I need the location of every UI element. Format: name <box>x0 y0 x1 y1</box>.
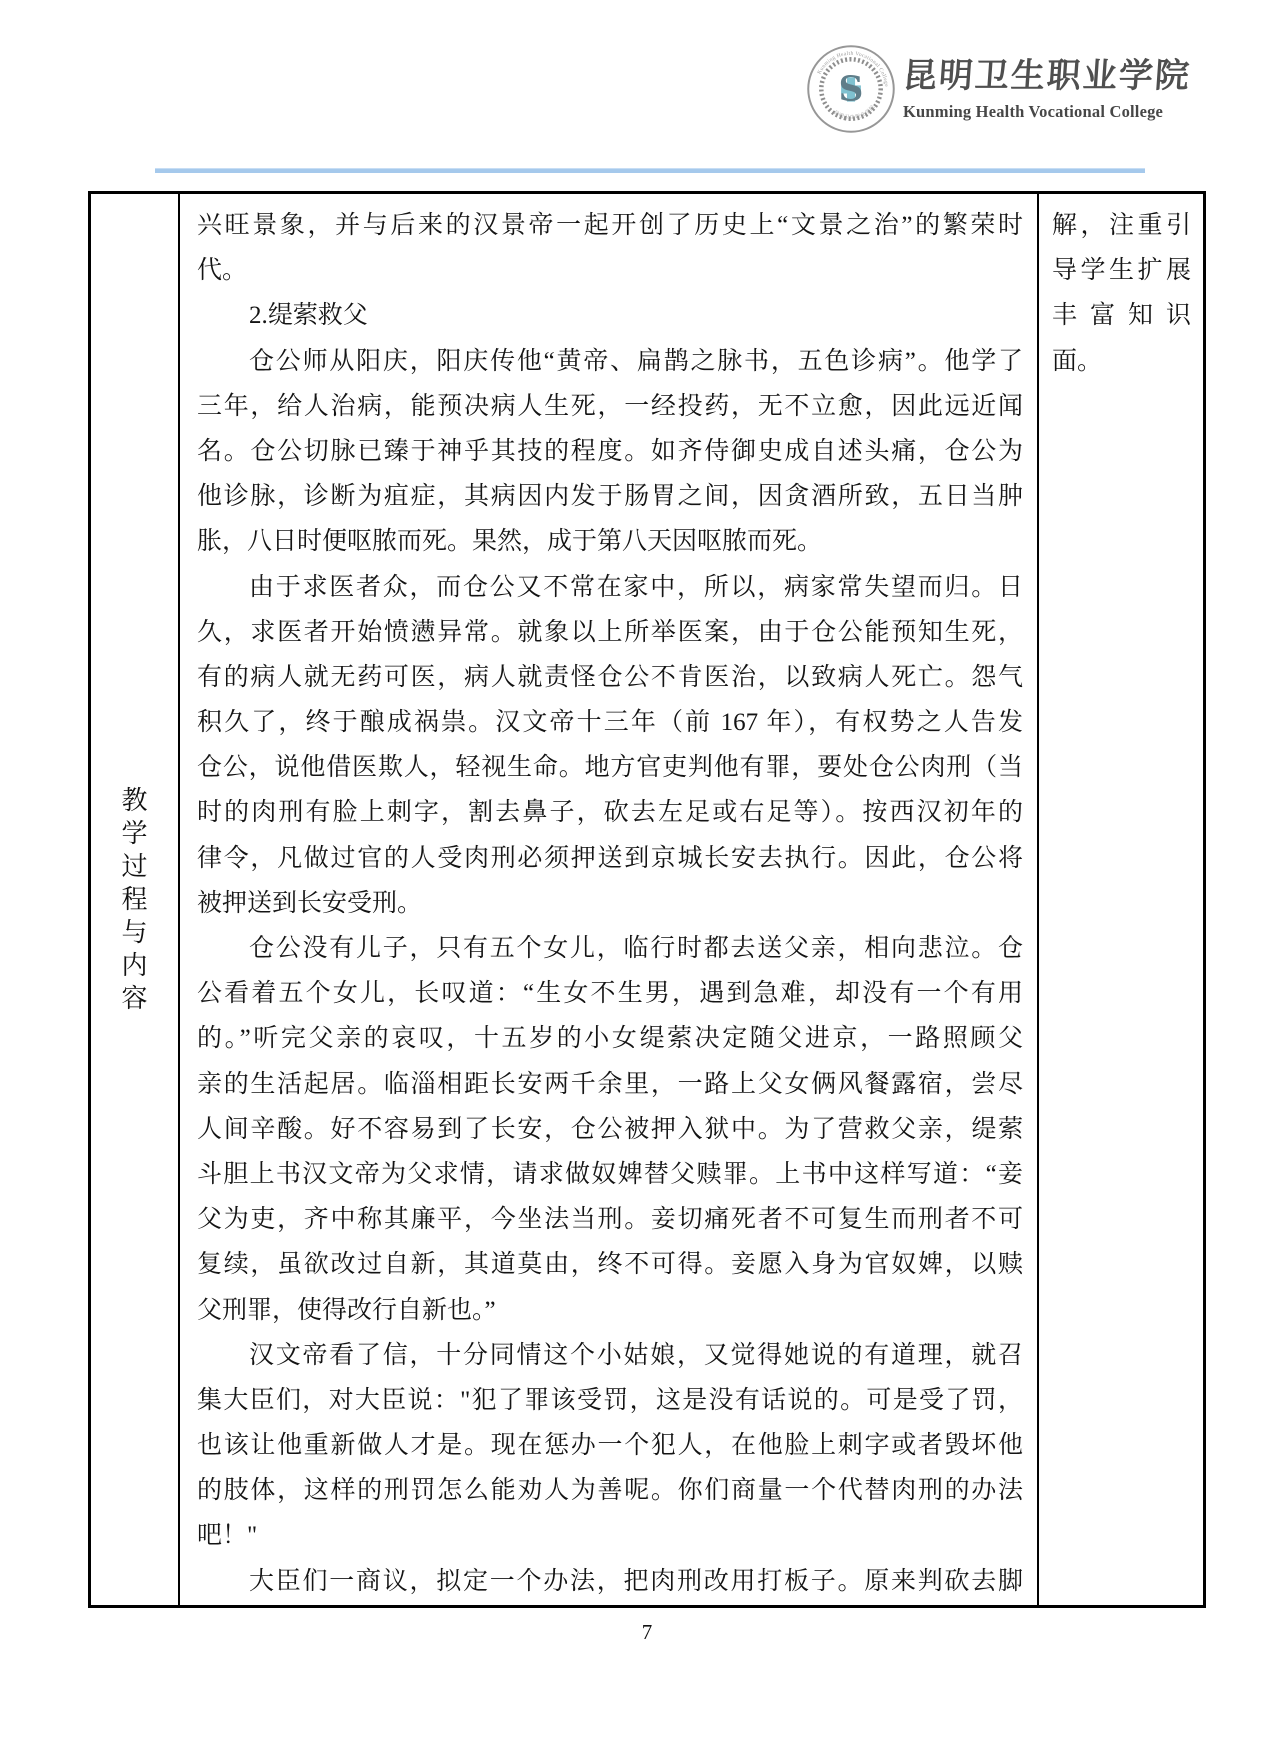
text-line: 教 <box>121 786 148 815</box>
row-label-vertical <box>121 784 147 1015</box>
text-line: 胀，八日时便呕脓而死。果然，成于第八天因呕脓而死。 <box>197 528 823 556</box>
text-line: 斗胆上书汉文帝为父求情，请求做奴婢替父赎罪。上书中这样写道：“妾 <box>197 1160 1023 1188</box>
text-line: 仓公没有儿子，只有五个女儿，临行时都去送父亲，相向悲泣。仓 <box>249 935 1023 962</box>
text-line: 汉文帝看了信，十分同情这个小姑娘，又觉得她说的有道理，就召 <box>249 1341 1023 1369</box>
lesson-content-lines <box>197 203 1023 1604</box>
seal-ring-text-en: Kunming Health Vocational College <box>816 50 890 88</box>
text-line: 复续，虽欲改过自新，其道莫由，终不可得。妾愿入身为官奴婢，以赎 <box>197 1251 1023 1279</box>
text-line: 丰富知识 <box>1052 302 1191 330</box>
text-line: 公看着五个女儿，长叹道：“生女不生男，遇到急难，却没有一个有用 <box>197 980 1023 1008</box>
text-line: 三年，给人治病，能预决病人生死，一经投药，无不立愈，因此远近闻 <box>197 392 1023 420</box>
college-seal-icon <box>806 44 896 134</box>
text-line: 的。”听完父亲的哀叹，十五岁的小女缇萦决定随父进京，一路照顾父 <box>197 1025 1023 1053</box>
text-line: 的肢体，这样的刑罚怎么能劝人为善呢。你们商量一个代替肉刑的办法 <box>197 1477 1023 1505</box>
text-line: 代。 <box>197 257 248 285</box>
text-line: 学 <box>121 819 148 848</box>
college-name-en: Kunming Health Vocational College <box>903 102 1164 121</box>
text-line: 父为吏，齐中称其廉平，今坐法当刑。妾切痛死者不可复生而刑者不可 <box>197 1206 1023 1234</box>
text-line: 亲的生活起居。临淄相距长安两千余里，一路上父女俩风餐露宿，尝尽 <box>197 1070 1023 1098</box>
text-line: 兴旺景象，并与后来的汉景帝一起开创了历史上“文景之治”的繁荣时 <box>197 212 1023 239</box>
text-line: 久，求医者开始愤懑异常。就象以上所举医案，由于仓公能预知生死， <box>197 618 1023 646</box>
text-line: 与 <box>121 918 148 947</box>
seal-ring-text-zh: 昆明卫生职业学院 <box>832 104 877 121</box>
text-line: 2.缇萦救父 <box>249 302 368 330</box>
lesson-plan-table <box>88 191 1206 1608</box>
text-line: 吧！" <box>197 1522 258 1550</box>
text-line: 程 <box>121 885 148 914</box>
text-line: 被押送到长安受刑。 <box>197 889 423 917</box>
text-line: 时的肉刑有脸上刺字，割去鼻子，砍去左足或右足等）。按西汉初年的 <box>197 799 1023 827</box>
text-line: 大臣们一商议，拟定一个办法，把肉刑改用打板子。原来判砍去脚 <box>249 1567 1023 1595</box>
text-line: 导学生扩展 <box>1052 257 1191 285</box>
text-line: 父刑罪，使得改行自新也。” <box>197 1296 496 1324</box>
page-number: 7 <box>641 1620 653 1644</box>
teaching-note-cell <box>1037 194 1203 1605</box>
text-line: 积久了，终于酿成祸祟。汉文帝十三年（前 167 年），有权势之人告发 <box>197 709 1023 737</box>
text-line: 仓公师从阳庆，阳庆传他“黄帝、扁鹊之脉书，五色诊病”。他学了 <box>249 347 1023 375</box>
text-line: 解，注重引 <box>1052 212 1191 239</box>
text-line: 集大臣们，对大臣说："犯了罪该受罚，这是没有话说的。可是受了罚， <box>197 1386 1023 1414</box>
text-line: 由于求医者众，而仓公又不常在家中，所以，病家常失望而归。日 <box>249 573 1023 601</box>
header-divider <box>155 168 1145 173</box>
row-label-cell <box>91 194 180 1605</box>
text-line: 名。仓公切脉已臻于神乎其技的程度。如齐侍御史成自述头痛，仓公为 <box>197 437 1023 465</box>
text-line: 仓公，说他借医欺人，轻视生命。地方官吏判他有罪，要处仓公肉刑（当 <box>197 754 1023 782</box>
text-line: 律令，凡做过官的人受肉刑必须押送到京城长安去执行。因此，仓公将 <box>197 844 1023 872</box>
lesson-content-cell <box>180 194 1037 1605</box>
text-line: 有的病人就无药可医，病人就责怪仓公不肯医治，以致病人死亡。怨气 <box>197 663 1023 691</box>
college-name-zh: 昆明卫生职业学院 <box>901 56 1193 96</box>
text-line: 过 <box>121 852 148 881</box>
text-line: 他诊脉，诊断为疽症，其病因内发于肠胃之间，因贪酒所致，五日当肿 <box>197 483 1023 511</box>
note-lines <box>1052 203 1191 384</box>
text-line: 容 <box>121 984 148 1013</box>
dragon-monogram: S <box>838 69 864 110</box>
text-line: 也该让他重新做人才是。现在惩办一个犯人，在他脸上刺字或者毁坏他 <box>197 1432 1023 1460</box>
text-line: 面。 <box>1052 347 1103 375</box>
text-line: 人间辛酸。好不容易到了长安，仓公被押入狱中。为了营救父亲，缇萦 <box>197 1115 1023 1143</box>
text-line: 内 <box>121 951 148 980</box>
